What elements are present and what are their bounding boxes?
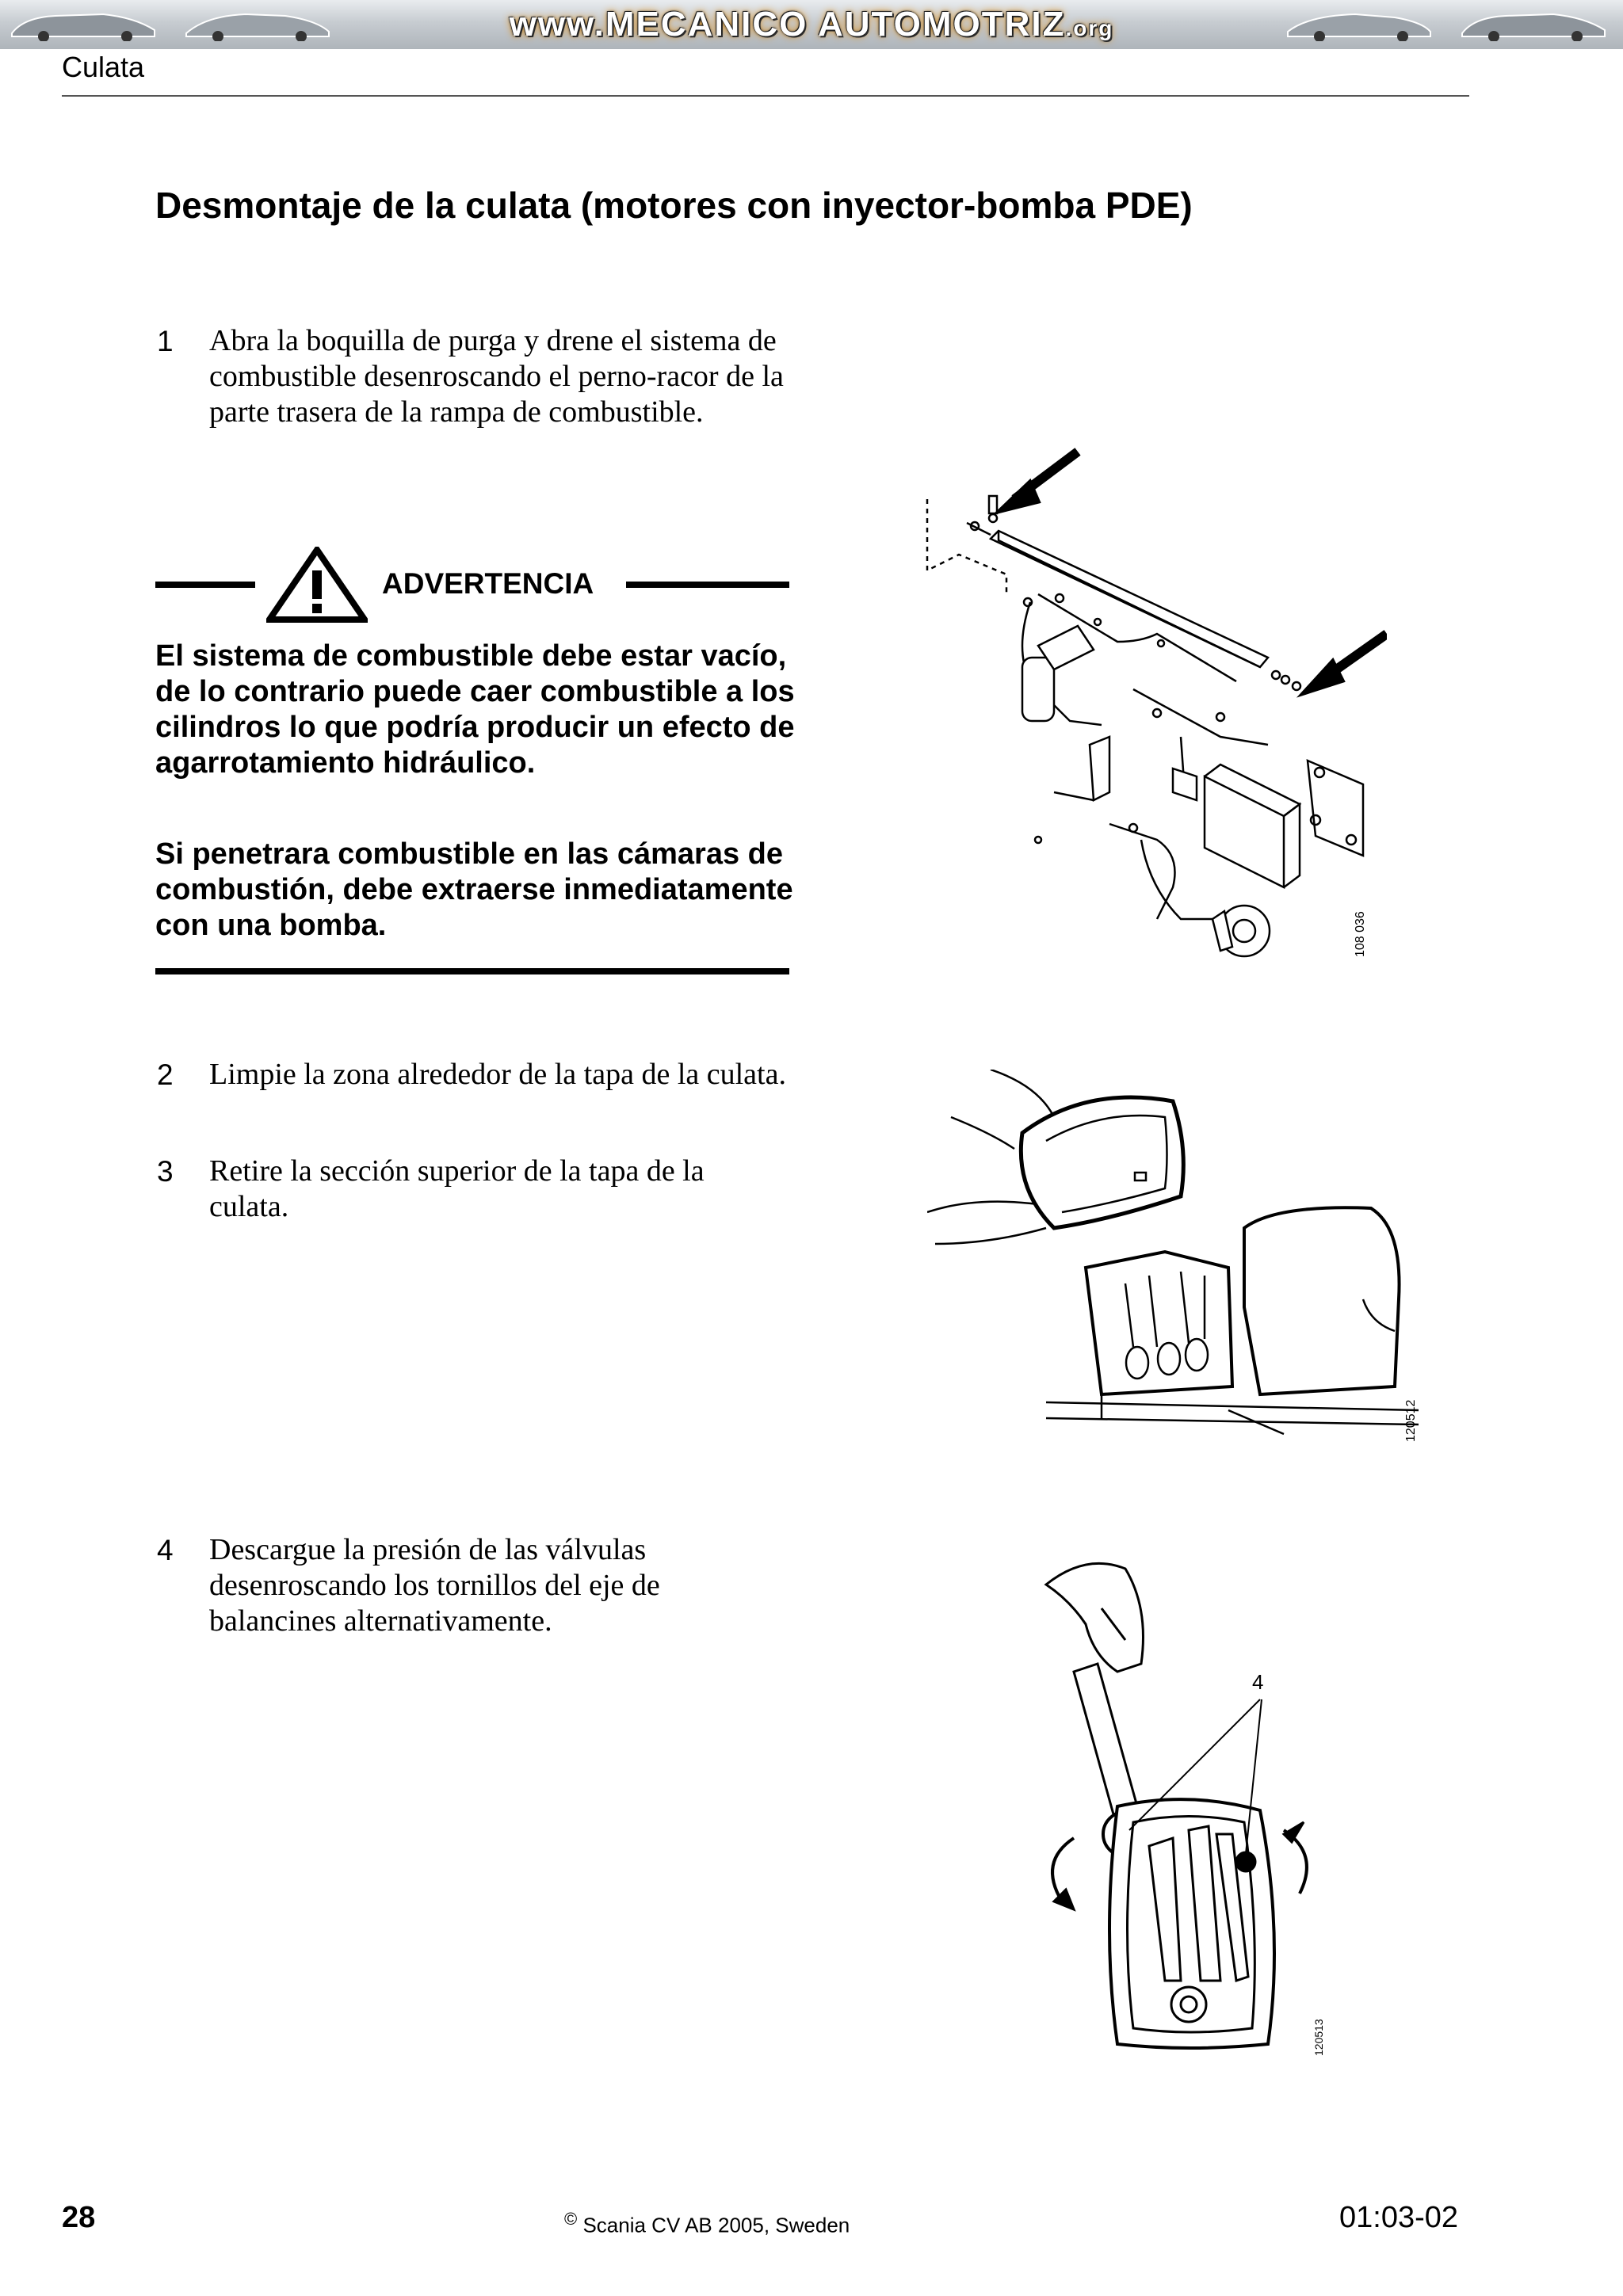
warning-line-left <box>155 582 255 588</box>
fuel-system-figure <box>919 444 1387 982</box>
step-number: 1 <box>157 325 174 357</box>
step-1 <box>157 323 791 430</box>
rocker-shaft-figure <box>1030 1537 1347 2060</box>
warning-paragraph: El sistema de combustible debe estar vacío, de lo contrario puede caer combustible a los cilindros lo que podría producir un efecto de agarrotamiento hidráulico. <box>155 639 795 780</box>
step-text: Limpie la zona alrededor de la tapa de la culata. <box>209 1058 786 1091</box>
copyright-symbol: © <box>564 2209 578 2229</box>
site-banner <box>0 0 1623 49</box>
page-title: Desmontaje de la culata (motores con inyector-bomba PDE) <box>155 185 1193 226</box>
page-number: 28 <box>62 2201 96 2234</box>
step-3 <box>157 1154 791 1225</box>
running-title: Culata <box>62 51 145 83</box>
step-text: Descargue la presión de las válvulas desenroscando los tornillos del eje de balancines alternativamente. <box>209 1533 660 1638</box>
copyright <box>564 2209 850 2238</box>
step-number: 4 <box>157 1534 174 1566</box>
step-text: Retire la sección superior de la tapa de la culata. <box>209 1154 705 1223</box>
document-code: 01:03-02 <box>1339 2201 1459 2234</box>
figure-code: 108 036 <box>1354 911 1367 957</box>
step-4 <box>157 1532 791 1639</box>
header-rule <box>62 95 1469 97</box>
step-text: Abra la boquilla de purga y drene el sistema de combustible desenroscando el perno-racor de la parte trasera de la rampa de combustible. <box>209 324 784 429</box>
banner-logo-text[interactable]: www.MECANICO AUTOMOTRIZ.org <box>509 5 1114 44</box>
step-number: 2 <box>157 1058 174 1091</box>
step-number: 3 <box>157 1155 174 1188</box>
warning-line-right <box>626 582 789 588</box>
warning-label: ADVERTENCIA <box>382 567 594 600</box>
copyright-text: Scania CV AB 2005, Sweden <box>582 2213 850 2237</box>
figure-code: 120512 <box>1404 1399 1418 1442</box>
valve-cover-figure <box>927 1070 1426 1450</box>
warning-header <box>155 547 789 626</box>
figure-callout: 4 <box>1252 1670 1264 1694</box>
warning-bottom-rule <box>155 968 789 974</box>
warning-triangle-icon <box>266 547 368 623</box>
step-2 <box>157 1057 791 1093</box>
warning-paragraph: Si penetrara combustible en las cámaras de combustión, debe extraerse inmediatamente con una bomba. <box>155 837 793 942</box>
figure-code: 120513 <box>1312 2019 1325 2056</box>
